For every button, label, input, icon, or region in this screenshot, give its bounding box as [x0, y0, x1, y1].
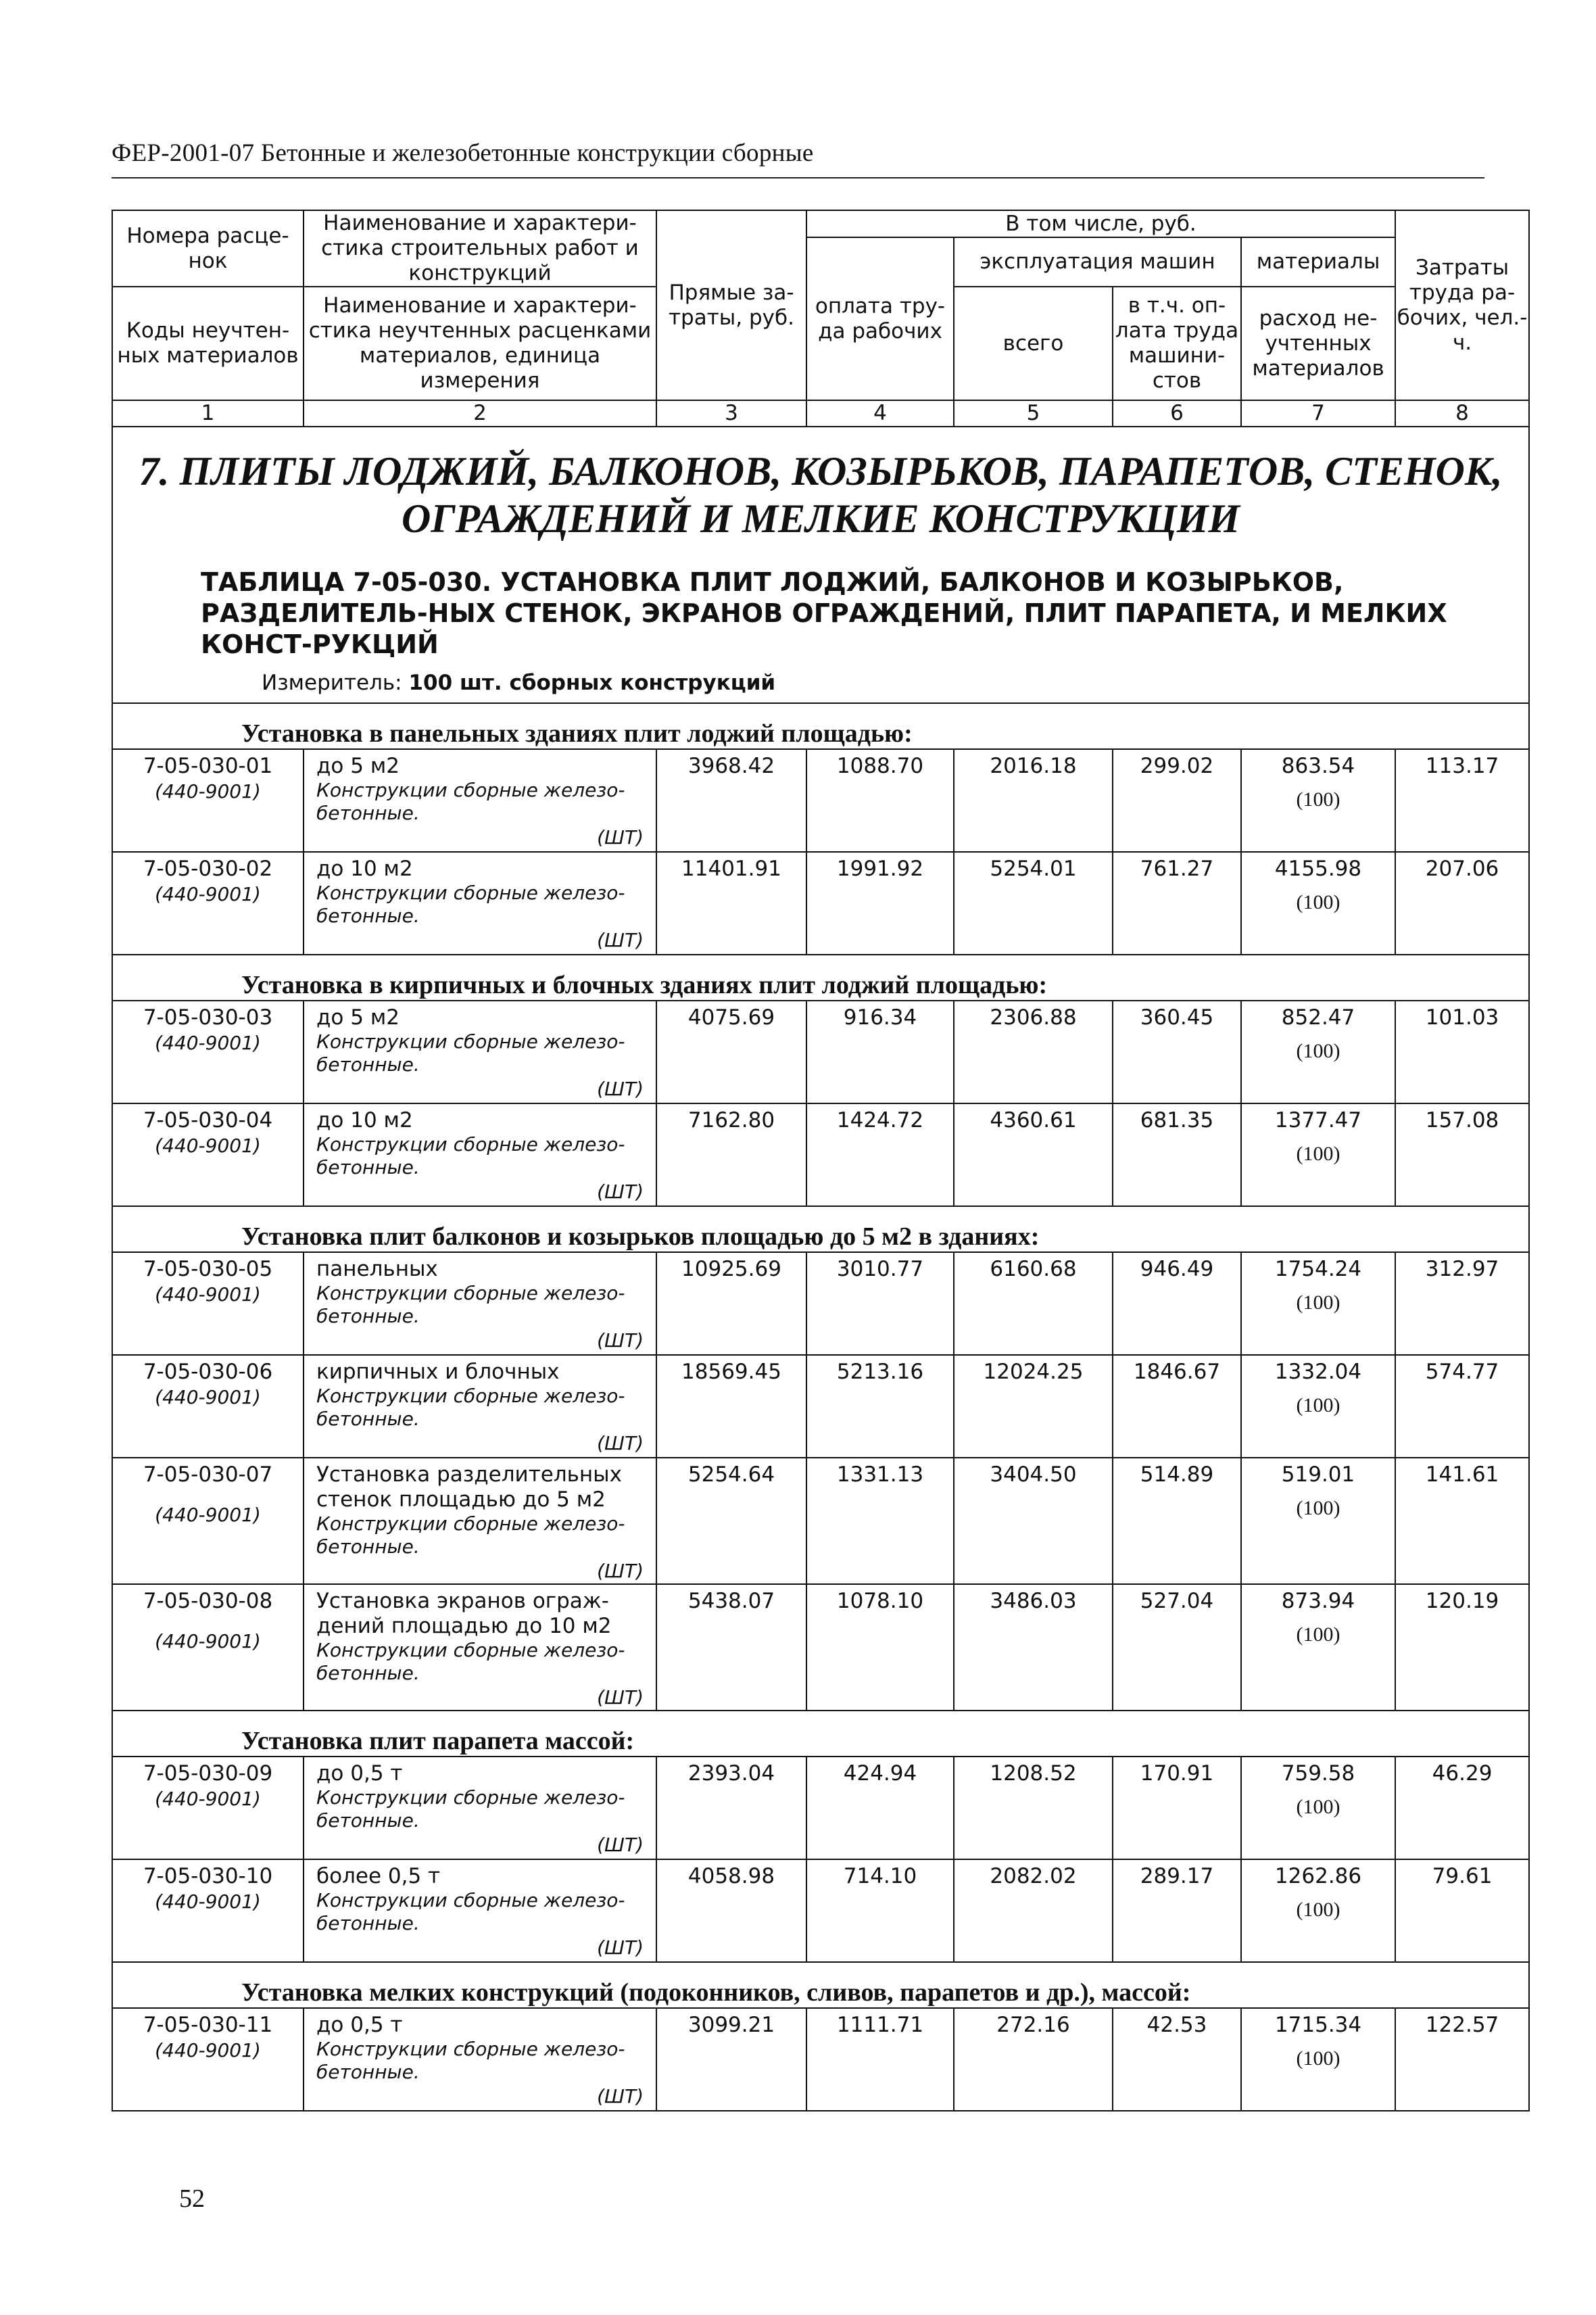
header-rule: [112, 177, 1484, 178]
material-cost: 519.01: [1281, 1462, 1355, 1487]
material-unit: (ШТ): [597, 1180, 644, 1203]
material-name: Конструкции сборные железо-бетонные.: [316, 2038, 625, 2083]
material-name: Конструкции сборные железо-бетонные.: [316, 1889, 625, 1934]
rate-code-cell: [112, 1584, 304, 1711]
direct-costs: 7162.80: [656, 1103, 806, 1206]
material-cost: 863.54: [1281, 754, 1355, 778]
header-col3: Прямые за-траты, руб.: [656, 210, 806, 400]
material-unit: (ШТ): [597, 1834, 644, 1856]
material-name: Конструкции сборные железо-бетонные.: [316, 1786, 625, 1832]
material-cost: 1377.47: [1274, 1108, 1362, 1132]
machine-cost: 5254.01: [954, 852, 1113, 955]
table-row: [112, 1757, 1529, 1859]
work-name: Установка разделительных стенок площадью до 5 м2: [316, 1462, 622, 1512]
material-quantity: (100): [1296, 1623, 1340, 1646]
machine-cost: 2082.02: [954, 1859, 1113, 1962]
header-col1-bottom: Коды неучтен-ных материалов: [112, 287, 304, 400]
measure-value: 100 шт. сборных конструкций: [408, 671, 776, 695]
rate-code: 7-05-030-01: [143, 754, 273, 778]
table-row: [112, 749, 1529, 852]
material-quantity: (100): [1296, 2047, 1340, 2070]
table-row: [112, 1103, 1529, 1206]
materials-cell: [1241, 1458, 1395, 1584]
header-col8: Затраты труда ра-бочих, чел.-ч.: [1395, 210, 1529, 400]
header-materials-label: материалы: [1241, 237, 1395, 287]
column-number-row: [112, 400, 1529, 427]
labor-cost: 1078.10: [806, 1584, 954, 1711]
labor-cost: 1331.13: [806, 1458, 954, 1584]
material-quantity: (100): [1296, 891, 1340, 913]
table-row: [112, 2008, 1529, 2111]
header-col7: расход не-учтенных материалов: [1241, 287, 1395, 400]
machine-cost: 3486.03: [954, 1584, 1113, 1711]
column-number: 2: [304, 400, 656, 427]
material-quantity: (100): [1296, 1394, 1340, 1416]
header-col2-top: Наименование и характери-стика строительных работ и конструкций: [304, 210, 656, 287]
labor-cost: 714.10: [806, 1859, 954, 1962]
machine-cost: 6160.68: [954, 1252, 1113, 1355]
material-unit: (ШТ): [597, 1329, 644, 1352]
group-row: [112, 955, 1529, 1001]
material-name: Конструкции сборные железо-бетонные.: [316, 1512, 625, 1558]
rate-code-cell: [112, 2008, 304, 2111]
labor-hours: 207.06: [1395, 852, 1529, 955]
work-name: более 0,5 т: [316, 1864, 441, 1888]
materials-cell: [1241, 1859, 1395, 1962]
work-name-cell: [304, 1001, 656, 1103]
rate-code: 7-05-030-02: [143, 857, 273, 881]
rate-code: 7-05-030-07: [143, 1462, 273, 1487]
materials-cell: [1241, 1584, 1395, 1711]
direct-costs: 5438.07: [656, 1584, 806, 1711]
work-name: Установка экранов ограж-дений площадью до 10 м2: [316, 1589, 612, 1638]
materials-cell: [1241, 1103, 1395, 1206]
rate-code-cell: [112, 1355, 304, 1458]
material-name: Конструкции сборные железо-бетонные.: [316, 1282, 625, 1327]
work-name-cell: [304, 1584, 656, 1711]
running-head: ФЕР-2001-07 Бетонные и железобетонные конструкции сборные: [112, 139, 814, 167]
material-code: (440-9001): [155, 1630, 261, 1652]
material-quantity: (100): [1296, 1796, 1340, 1818]
work-name-cell: [304, 2008, 656, 2111]
rate-code: 7-05-030-09: [143, 1761, 273, 1786]
header-group-label: В том числе, руб.: [806, 210, 1395, 237]
direct-costs: 5254.64: [656, 1458, 806, 1584]
labor-cost: 424.94: [806, 1757, 954, 1859]
machine-labor-cost: 360.45: [1113, 1001, 1241, 1103]
work-name: до 0,5 т: [316, 2013, 403, 2037]
table-row: [112, 1355, 1529, 1458]
work-name-cell: [304, 852, 656, 955]
material-quantity: (100): [1296, 1040, 1340, 1062]
table-row: [112, 1001, 1529, 1103]
group-title: Установка в панельных зданиях плит лоджий площадью:: [112, 703, 1529, 749]
material-name: Конструкции сборные железо-бетонные.: [316, 1639, 625, 1684]
machine-labor-cost: 170.91: [1113, 1757, 1241, 1859]
machine-cost: 3404.50: [954, 1458, 1113, 1584]
column-number: 3: [656, 400, 806, 427]
material-cost: 4155.98: [1274, 857, 1362, 881]
work-name: кирпичных и блочных: [316, 1360, 560, 1384]
material-code: (440-9001): [155, 1135, 261, 1157]
machine-cost: 12024.25: [954, 1355, 1113, 1458]
rate-code: 7-05-030-11: [143, 2013, 273, 2037]
rate-code: 7-05-030-03: [143, 1005, 273, 1030]
material-quantity: (100): [1296, 1291, 1340, 1314]
material-unit: (ШТ): [597, 826, 644, 849]
labor-cost: 3010.77: [806, 1252, 954, 1355]
work-name: до 5 м2: [316, 754, 400, 778]
labor-hours: 157.08: [1395, 1103, 1529, 1206]
labor-hours: 79.61: [1395, 1859, 1529, 1962]
material-cost: 1332.04: [1274, 1360, 1362, 1384]
work-name: до 10 м2: [316, 1108, 413, 1132]
material-cost: 1715.34: [1274, 2013, 1362, 2037]
work-name-cell: [304, 1859, 656, 1962]
labor-hours: 120.19: [1395, 1584, 1529, 1711]
material-name: Конструкции сборные железо-бетонные.: [316, 1133, 625, 1178]
materials-cell: [1241, 1757, 1395, 1859]
material-code: (440-9001): [155, 1890, 261, 1913]
material-code: (440-9001): [155, 780, 261, 803]
labor-hours: 101.03: [1395, 1001, 1529, 1103]
group-title: Установка плит парапета массой:: [112, 1711, 1529, 1757]
direct-costs: 11401.91: [656, 852, 806, 955]
material-quantity: (100): [1296, 1497, 1340, 1519]
material-name: Конструкции сборные железо-бетонные.: [316, 779, 625, 824]
work-name: панельных: [316, 1257, 438, 1281]
rates-table: [112, 210, 1530, 2111]
rate-code-cell: [112, 852, 304, 955]
work-name: до 0,5 т: [316, 1761, 403, 1786]
work-name-cell: [304, 1103, 656, 1206]
rate-code: 7-05-030-10: [143, 1864, 273, 1888]
material-code: (440-9001): [155, 1032, 261, 1054]
table-row: [112, 852, 1529, 955]
labor-hours: 113.17: [1395, 749, 1529, 852]
machine-labor-cost: 42.53: [1113, 2008, 1241, 2111]
materials-cell: [1241, 1252, 1395, 1355]
work-name-cell: [304, 1757, 656, 1859]
rate-code-cell: [112, 1103, 304, 1206]
material-unit: (ШТ): [597, 1078, 644, 1100]
section-title: 7. ПЛИТЫ ЛОДЖИЙ, БАЛКОНОВ, КОЗЫРЬКОВ, ПАРАПЕТОВ, СТЕНОК, ОГРАЖДЕНИЙ И МЕЛКИЕ КОНСТРУКЦИИ: [139, 449, 1503, 541]
group-row: [112, 703, 1529, 749]
rate-code-cell: [112, 1757, 304, 1859]
group-title: Установка плит балконов и козырьков площадью до 5 м2 в зданиях:: [112, 1206, 1529, 1252]
direct-costs: 18569.45: [656, 1355, 806, 1458]
machine-labor-cost: 514.89: [1113, 1458, 1241, 1584]
measure-line: [262, 671, 1528, 696]
material-cost: 759.58: [1281, 1761, 1355, 1786]
material-cost: 1262.86: [1274, 1864, 1362, 1888]
material-code: (440-9001): [155, 2039, 261, 2061]
material-unit: (ШТ): [597, 2085, 644, 2107]
machine-cost: 272.16: [954, 2008, 1113, 2111]
materials-cell: [1241, 852, 1395, 955]
group-row: [112, 1206, 1529, 1252]
labor-hours: 312.97: [1395, 1252, 1529, 1355]
work-name: до 10 м2: [316, 857, 413, 881]
labor-hours: 122.57: [1395, 2008, 1529, 2111]
rate-code: 7-05-030-06: [143, 1360, 273, 1384]
material-cost: 852.47: [1281, 1005, 1355, 1030]
machine-cost: 2016.18: [954, 749, 1113, 852]
materials-cell: [1241, 749, 1395, 852]
work-name: до 5 м2: [316, 1005, 400, 1030]
labor-hours: 46.29: [1395, 1757, 1529, 1859]
material-name: Конструкции сборные железо-бетонные.: [316, 1030, 625, 1076]
material-code: (440-9001): [155, 1788, 261, 1810]
material-cost: 873.94: [1281, 1589, 1355, 1613]
material-code: (440-9001): [155, 1386, 261, 1408]
rate-code: 7-05-030-08: [143, 1589, 273, 1613]
materials-cell: [1241, 1001, 1395, 1103]
work-name-cell: [304, 1355, 656, 1458]
direct-costs: 4075.69: [656, 1001, 806, 1103]
header-col2-bottom: Наименование и характери-стика неучтенных расценками материалов, единица измерения: [304, 287, 656, 400]
machine-labor-cost: 289.17: [1113, 1859, 1241, 1962]
rate-code-cell: [112, 1001, 304, 1103]
header-col1-top: Номера расце-нок: [112, 210, 304, 287]
rate-code-cell: [112, 1859, 304, 1962]
machine-cost: 4360.61: [954, 1103, 1113, 1206]
material-quantity: (100): [1296, 1899, 1340, 1921]
header-machines-label: эксплуатация машин: [954, 237, 1241, 287]
section-header-row: [112, 427, 1529, 703]
direct-costs: 2393.04: [656, 1757, 806, 1859]
column-number: 6: [1113, 400, 1241, 427]
material-code: (440-9001): [155, 1283, 261, 1306]
labor-cost: 5213.16: [806, 1355, 954, 1458]
column-number: 1: [112, 400, 304, 427]
rate-code-cell: [112, 1458, 304, 1584]
group-title: Установка в кирпичных и блочных зданиях плит лоджий площадью:: [112, 955, 1529, 1001]
measure-label: Измеритель:: [262, 671, 402, 695]
table-row: [112, 1859, 1529, 1962]
header-col4: оплата тру-да рабочих: [806, 237, 954, 400]
labor-cost: 1424.72: [806, 1103, 954, 1206]
machine-labor-cost: 1846.67: [1113, 1355, 1241, 1458]
column-number: 5: [954, 400, 1113, 427]
material-name: Конструкции сборные железо-бетонные.: [316, 1385, 625, 1430]
rate-code-cell: [112, 749, 304, 852]
material-name: Конструкции сборные железо-бетонные.: [316, 882, 625, 927]
group-row: [112, 1711, 1529, 1757]
material-unit: (ШТ): [597, 1936, 644, 1959]
table-caption: ТАБЛИЦА 7-05-030. УСТАНОВКА ПЛИТ ЛОДЖИЙ, БАЛКОНОВ И КОЗЫРЬКОВ, РАЗДЕЛИТЕЛЬ-НЫХ СТЕНОК, ЭКРАНОВ ОГРАЖДЕНИЙ, ПЛИТ ПАРАПЕТА, И МЕЛКИХ КОНСТ-РУКЦИЙ: [201, 567, 1447, 659]
material-code: (440-9001): [155, 1504, 261, 1526]
direct-costs: 10925.69: [656, 1252, 806, 1355]
labor-hours: 141.61: [1395, 1458, 1529, 1584]
material-unit: (ШТ): [597, 929, 644, 951]
labor-cost: 1088.70: [806, 749, 954, 852]
machine-cost: 2306.88: [954, 1001, 1113, 1103]
material-cost: 1754.24: [1274, 1257, 1362, 1281]
labor-cost: 1991.92: [806, 852, 954, 955]
work-name-cell: [304, 1458, 656, 1584]
materials-cell: [1241, 1355, 1395, 1458]
work-name-cell: [304, 1252, 656, 1355]
rate-code-cell: [112, 1252, 304, 1355]
group-title: Установка мелких конструкций (подоконников, сливов, парапетов и др.), массой:: [112, 1962, 1529, 2008]
material-unit: (ШТ): [597, 1432, 644, 1454]
material-quantity: (100): [1296, 1143, 1340, 1165]
rate-code: 7-05-030-04: [143, 1108, 273, 1132]
header-col5: всего: [954, 287, 1113, 400]
material-unit: (ШТ): [597, 1686, 644, 1709]
column-number: 8: [1395, 400, 1529, 427]
header-col6: в т.ч. оп-лата труда машини-стов: [1113, 287, 1241, 400]
material-quantity: (100): [1296, 788, 1340, 811]
machine-cost: 1208.52: [954, 1757, 1113, 1859]
machine-labor-cost: 761.27: [1113, 852, 1241, 955]
labor-cost: 916.34: [806, 1001, 954, 1103]
machine-labor-cost: 299.02: [1113, 749, 1241, 852]
column-number: 7: [1241, 400, 1395, 427]
material-code: (440-9001): [155, 883, 261, 905]
table-row: [112, 1458, 1529, 1584]
labor-hours: 574.77: [1395, 1355, 1529, 1458]
labor-cost: 1111.71: [806, 2008, 954, 2111]
rate-code: 7-05-030-05: [143, 1257, 273, 1281]
group-row: [112, 1962, 1529, 2008]
table-row: [112, 1252, 1529, 1355]
machine-labor-cost: 527.04: [1113, 1584, 1241, 1711]
machine-labor-cost: 681.35: [1113, 1103, 1241, 1206]
table-row: [112, 1584, 1529, 1711]
direct-costs: 4058.98: [656, 1859, 806, 1962]
page-number: 52: [179, 2185, 205, 2213]
material-unit: (ШТ): [597, 1560, 644, 1582]
direct-costs: 3099.21: [656, 2008, 806, 2111]
direct-costs: 3968.42: [656, 749, 806, 852]
machine-labor-cost: 946.49: [1113, 1252, 1241, 1355]
work-name-cell: [304, 749, 656, 852]
materials-cell: [1241, 2008, 1395, 2111]
column-number: 4: [806, 400, 954, 427]
